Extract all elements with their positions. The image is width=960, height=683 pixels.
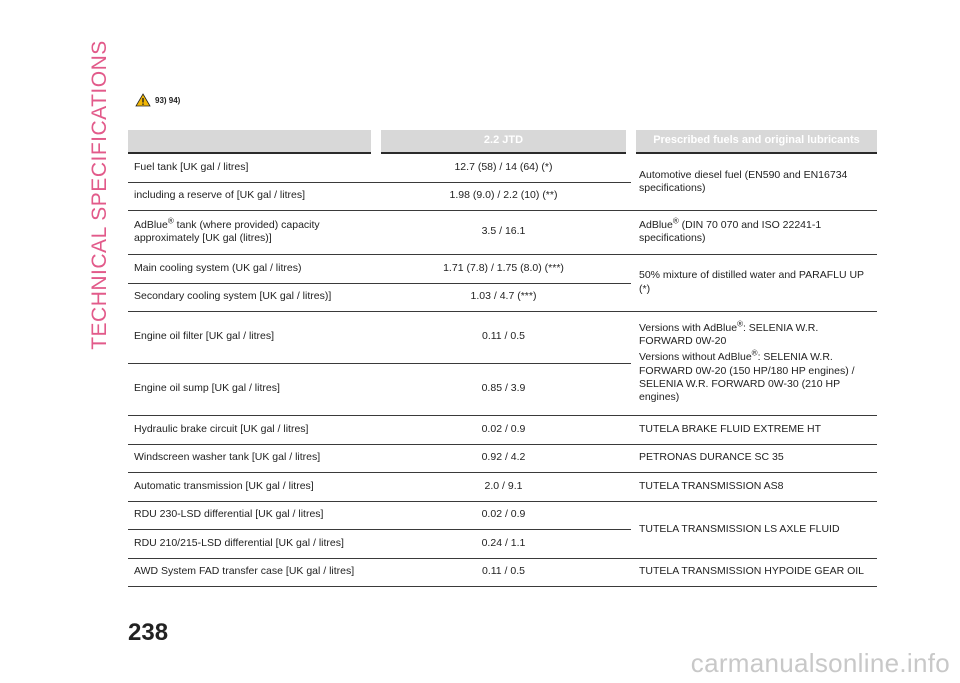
- section-title-text: TECHNICAL SPECIFICATIONS: [88, 40, 112, 350]
- header-fuels: Prescribed fuels and original lubricants: [631, 130, 877, 153]
- row-value: 0.11 / 0.5: [376, 558, 631, 586]
- oil-without-adblue: [639, 348, 871, 404]
- capacities-table: [128, 130, 877, 587]
- table-row: [128, 415, 877, 444]
- table-header-row: [128, 130, 877, 153]
- row-item: AWD System FAD transfer case [UK gal / litres]: [128, 558, 376, 586]
- row-value: 0.02 / 0.9: [376, 501, 631, 529]
- row-value: 0.02 / 0.9: [376, 415, 631, 444]
- row-item: Main cooling system (UK gal / litres): [128, 254, 376, 283]
- row-item: [128, 210, 376, 254]
- section-side-title: [78, 40, 122, 350]
- table-row: [128, 254, 877, 283]
- row-value: 0.11 / 0.5: [376, 311, 631, 363]
- table-row: [128, 210, 877, 254]
- warning-refs-text: 93) 94): [155, 95, 181, 105]
- row-item: Automatic transmission [UK gal / litres]: [128, 472, 376, 501]
- oil-with-post: : SELENIA W.R. FORWARD 0W-20: [639, 322, 819, 348]
- row-value: 0.85 / 3.9: [376, 363, 631, 415]
- registered-mark: ®: [751, 348, 758, 358]
- row-item: Engine oil filter [UK gal / litres]: [128, 311, 376, 363]
- table-row: [128, 558, 877, 586]
- row-item: Windscreen washer tank [UK gal / litres]: [128, 444, 376, 472]
- fuel-engine-oil: [631, 311, 877, 415]
- fuel-diesel: Automotive diesel fuel (EN590 and EN16734 specifications): [631, 153, 877, 210]
- oil-with-adblue: [639, 319, 871, 348]
- row-value: 3.5 / 16.1: [376, 210, 631, 254]
- table-row: [128, 501, 877, 529]
- warning-icon: [135, 93, 151, 107]
- fuel-differential: TUTELA TRANSMISSION LS AXLE FLUID: [631, 501, 877, 558]
- header-item: [128, 130, 376, 153]
- fuel-washer: PETRONAS DURANCE SC 35: [631, 444, 877, 472]
- row-value: 1.98 (9.0) / 2.2 (10) (**): [376, 182, 631, 210]
- row-value: 0.92 / 4.2: [376, 444, 631, 472]
- row-value: 0.24 / 1.1: [376, 529, 631, 558]
- row-value: 1.71 (7.8) / 1.75 (8.0) (***): [376, 254, 631, 283]
- fuel-transfer: TUTELA TRANSMISSION HYPOIDE GEAR OIL: [631, 558, 877, 586]
- oil-without-post: : SELENIA W.R. FORWARD 0W-20 (150 HP/180 HP engines) / SELENIA W.R. FORWARD 0W-30 (210 HP engines): [639, 351, 855, 403]
- adblue-spec-desc: (DIN 70 070 and ISO 22241-1 specifications): [639, 218, 822, 244]
- row-value: 1.03 / 4.7 (***): [376, 283, 631, 311]
- row-item: RDU 230-LSD differential [UK gal / litres]: [128, 501, 376, 529]
- oil-without-pre: Versions without AdBlue: [639, 351, 752, 364]
- registered-mark: ®: [737, 319, 743, 329]
- row-item: Fuel tank [UK gal / litres]: [128, 153, 376, 182]
- fuel-adblue: [631, 210, 877, 254]
- row-item: RDU 210/215-LSD differential [UK gal / litres]: [128, 529, 376, 558]
- oil-with-pre: Versions with AdBlue: [639, 322, 738, 335]
- row-item: Hydraulic brake circuit [UK gal / litres]: [128, 415, 376, 444]
- fuel-transmission: TUTELA TRANSMISSION AS8: [631, 472, 877, 501]
- page-number: 238: [128, 619, 169, 646]
- table-row: [128, 472, 877, 501]
- adblue-word: AdBlue: [134, 218, 168, 231]
- row-item: including a reserve of [UK gal / litres]: [128, 182, 376, 210]
- watermark-link[interactable]: carmanualsonline.info: [690, 648, 950, 678]
- row-item: Engine oil sump [UK gal / litres]: [128, 363, 376, 415]
- fuel-coolant: 50% mixture of distilled water and PARAFLU UP (*): [631, 254, 877, 311]
- registered-mark: ®: [672, 216, 679, 226]
- header-engine: 2.2 JTD: [376, 130, 631, 153]
- adblue-tank-desc: tank (where provided) capacity approximately [UK gal (litres)]: [134, 218, 320, 244]
- fuel-brake: TUTELA BRAKE FLUID EXTREME HT: [631, 415, 877, 444]
- row-item: Secondary cooling system [UK gal / litres)]: [128, 283, 376, 311]
- registered-mark: ®: [167, 216, 174, 226]
- adblue-word: AdBlue: [639, 218, 673, 231]
- table-row: [128, 153, 877, 182]
- warning-references: [135, 93, 180, 107]
- row-value: 12.7 (58) / 14 (64) (*): [376, 153, 631, 182]
- table-row: [128, 311, 877, 363]
- table-row: [128, 444, 877, 472]
- row-value: 2.0 / 9.1: [376, 472, 631, 501]
